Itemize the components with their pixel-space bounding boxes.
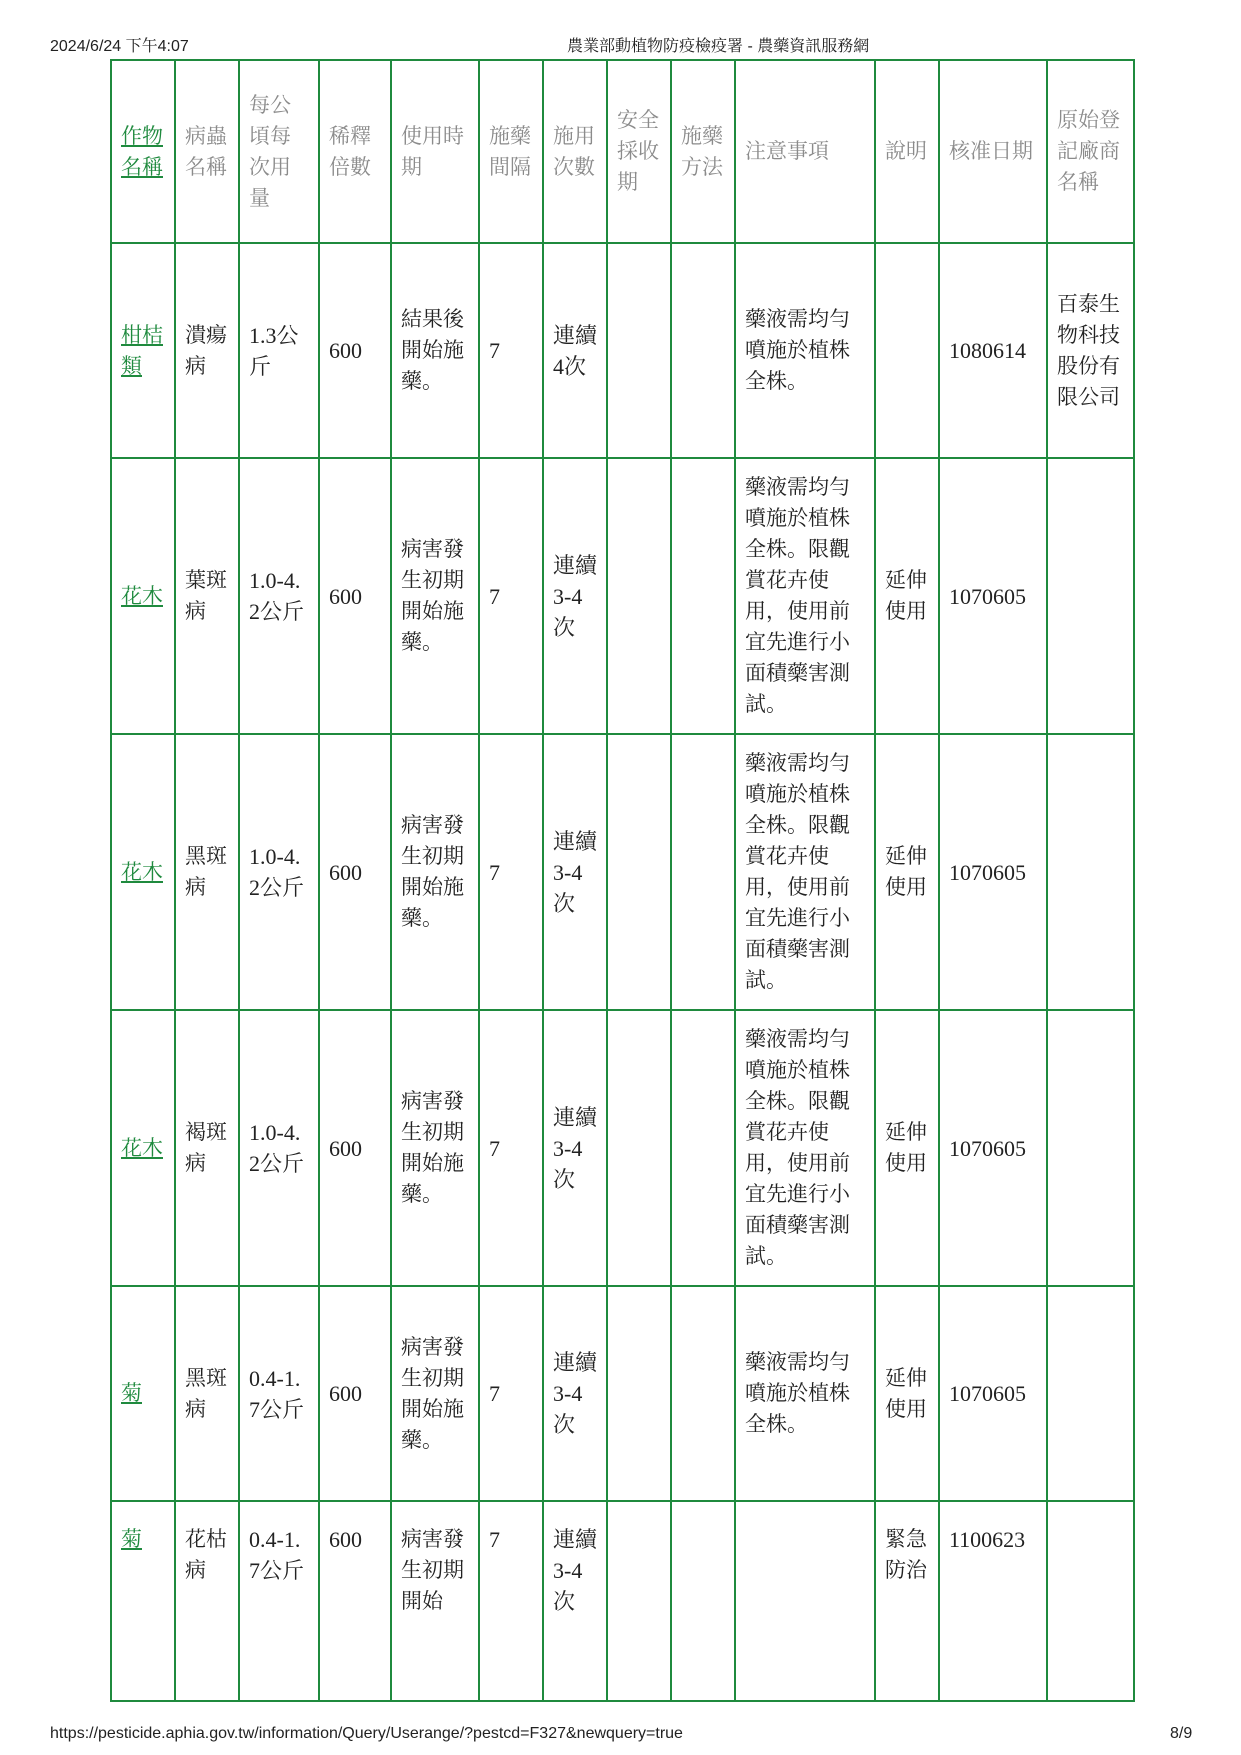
timing-cell: 病害發生初期開始施藥。 <box>391 1010 479 1286</box>
print-datetime: 2024/6/24 下午4:07 <box>50 38 189 55</box>
col-dosage: 每公頃每次用量 <box>239 60 319 243</box>
method-cell <box>671 734 735 1010</box>
notes-cell: 藥液需均勻噴施於植株全株。限觀賞花卉使用，使用前宜先進行小面積藥害測試。 <box>735 734 875 1010</box>
col-approval-date: 核准日期 <box>939 60 1047 243</box>
dosage-cell: 1.3公斤 <box>239 243 319 458</box>
dilution-cell: 600 <box>319 243 391 458</box>
site-title: 農業部動植物防疫檢疫署 - 農藥資訊服務網 <box>567 38 870 55</box>
crop-link[interactable]: 柑桔類 <box>111 243 175 458</box>
timing-cell: 病害發生初期開始施藥。 <box>391 458 479 734</box>
pest-cell: 花枯病 <box>175 1501 239 1701</box>
times-cell: 連續3-4次 <box>543 1501 607 1701</box>
col-timing: 使用時期 <box>391 60 479 243</box>
col-description: 說明 <box>875 60 939 243</box>
dilution-cell: 600 <box>319 1010 391 1286</box>
crop-link[interactable]: 花木 <box>111 1010 175 1286</box>
description-cell: 延伸使用 <box>875 734 939 1010</box>
approval-date-cell: 1070605 <box>939 1286 1047 1501</box>
crop-link[interactable]: 花木 <box>111 458 175 734</box>
page-number: 8/9 <box>1170 1725 1193 1742</box>
col-interval: 施藥間隔 <box>479 60 543 243</box>
interval-cell: 7 <box>479 734 543 1010</box>
approval-date-cell: 1070605 <box>939 458 1047 734</box>
pest-cell: 褐斑病 <box>175 1010 239 1286</box>
table-row <box>111 458 1134 734</box>
pest-cell: 黑斑病 <box>175 734 239 1010</box>
crop-link[interactable]: 花木 <box>111 734 175 1010</box>
dilution-cell: 600 <box>319 1501 391 1701</box>
table-row <box>111 1501 1134 1701</box>
company-cell <box>1047 1010 1134 1286</box>
dilution-cell: 600 <box>319 734 391 1010</box>
method-cell <box>671 1501 735 1701</box>
timing-cell: 病害發生初期開始 <box>391 1501 479 1701</box>
description-cell: 延伸使用 <box>875 458 939 734</box>
col-method: 施藥方法 <box>671 60 735 243</box>
pest-cell: 潰瘍病 <box>175 243 239 458</box>
col-safety-harvest: 安全採收期 <box>607 60 671 243</box>
method-cell <box>671 1010 735 1286</box>
company-cell <box>1047 458 1134 734</box>
crop-link[interactable]: 菊 <box>111 1286 175 1501</box>
approval-date-cell: 1100623 <box>939 1501 1047 1701</box>
dosage-cell: 0.4-1.7公斤 <box>239 1286 319 1501</box>
timing-cell: 病害發生初期開始施藥。 <box>391 734 479 1010</box>
dilution-cell: 600 <box>319 1286 391 1501</box>
col-notes: 注意事項 <box>735 60 875 243</box>
safety-cell <box>607 458 671 734</box>
safety-cell <box>607 1286 671 1501</box>
company-cell: 百泰生物科技股份有限公司 <box>1047 243 1134 458</box>
table-row <box>111 1286 1134 1501</box>
table-row <box>111 734 1134 1010</box>
pest-cell: 黑斑病 <box>175 1286 239 1501</box>
notes-cell <box>735 1501 875 1701</box>
col-dilution: 稀釋倍數 <box>319 60 391 243</box>
interval-cell: 7 <box>479 458 543 734</box>
notes-cell: 藥液需均勻噴施於植株全株。 <box>735 243 875 458</box>
times-cell: 連續3-4次 <box>543 734 607 1010</box>
approval-date-cell: 1070605 <box>939 734 1047 1010</box>
interval-cell: 7 <box>479 1286 543 1501</box>
interval-cell: 7 <box>479 243 543 458</box>
table-header-row <box>111 60 1134 243</box>
dilution-cell: 600 <box>319 458 391 734</box>
col-times: 施用次數 <box>543 60 607 243</box>
table-row <box>111 243 1134 458</box>
company-cell <box>1047 1501 1134 1701</box>
safety-cell <box>607 1010 671 1286</box>
col-original-company: 原始登記廠商名稱 <box>1047 60 1134 243</box>
pest-cell: 葉斑病 <box>175 458 239 734</box>
times-cell: 連續3-4次 <box>543 1010 607 1286</box>
safety-cell <box>607 734 671 1010</box>
times-cell: 連續3-4次 <box>543 458 607 734</box>
interval-cell: 7 <box>479 1501 543 1701</box>
notes-cell: 藥液需均勻噴施於植株全株。限觀賞花卉使用，使用前宜先進行小面積藥害測試。 <box>735 458 875 734</box>
dosage-cell: 1.0-4.2公斤 <box>239 458 319 734</box>
description-cell: 延伸使用 <box>875 1010 939 1286</box>
times-cell: 連續4次 <box>543 243 607 458</box>
method-cell <box>671 458 735 734</box>
description-cell <box>875 243 939 458</box>
timing-cell: 結果後開始施藥。 <box>391 243 479 458</box>
interval-cell: 7 <box>479 1010 543 1286</box>
approval-date-cell: 1070605 <box>939 1010 1047 1286</box>
page-url: https://pesticide.aphia.gov.tw/information/Query/Userange/?pestcd=F327&newquery=true <box>50 1725 683 1742</box>
emergency-control-label: 緊急防治 <box>875 1501 939 1701</box>
pesticide-usage-table <box>110 59 1135 1702</box>
dosage-cell: 1.0-4.2公斤 <box>239 734 319 1010</box>
method-cell <box>671 243 735 458</box>
notes-cell: 藥液需均勻噴施於植株全株。限觀賞花卉使用，使用前宜先進行小面積藥害測試。 <box>735 1010 875 1286</box>
method-cell <box>671 1286 735 1501</box>
times-cell: 連續3-4次 <box>543 1286 607 1501</box>
safety-cell <box>607 243 671 458</box>
company-cell <box>1047 734 1134 1010</box>
notes-cell: 藥液需均勻噴施於植株全株。 <box>735 1286 875 1501</box>
timing-cell: 病害發生初期開始施藥。 <box>391 1286 479 1501</box>
col-crop-name[interactable]: 作物名稱 <box>111 60 175 243</box>
table-row <box>111 1010 1134 1286</box>
col-pest-name: 病蟲名稱 <box>175 60 239 243</box>
safety-cell <box>607 1501 671 1701</box>
company-cell <box>1047 1286 1134 1501</box>
crop-link[interactable]: 菊 <box>111 1501 175 1701</box>
approval-date-cell: 1080614 <box>939 243 1047 458</box>
dosage-cell: 1.0-4.2公斤 <box>239 1010 319 1286</box>
dosage-cell: 0.4-1.7公斤 <box>239 1501 319 1701</box>
description-cell: 延伸使用 <box>875 1286 939 1501</box>
